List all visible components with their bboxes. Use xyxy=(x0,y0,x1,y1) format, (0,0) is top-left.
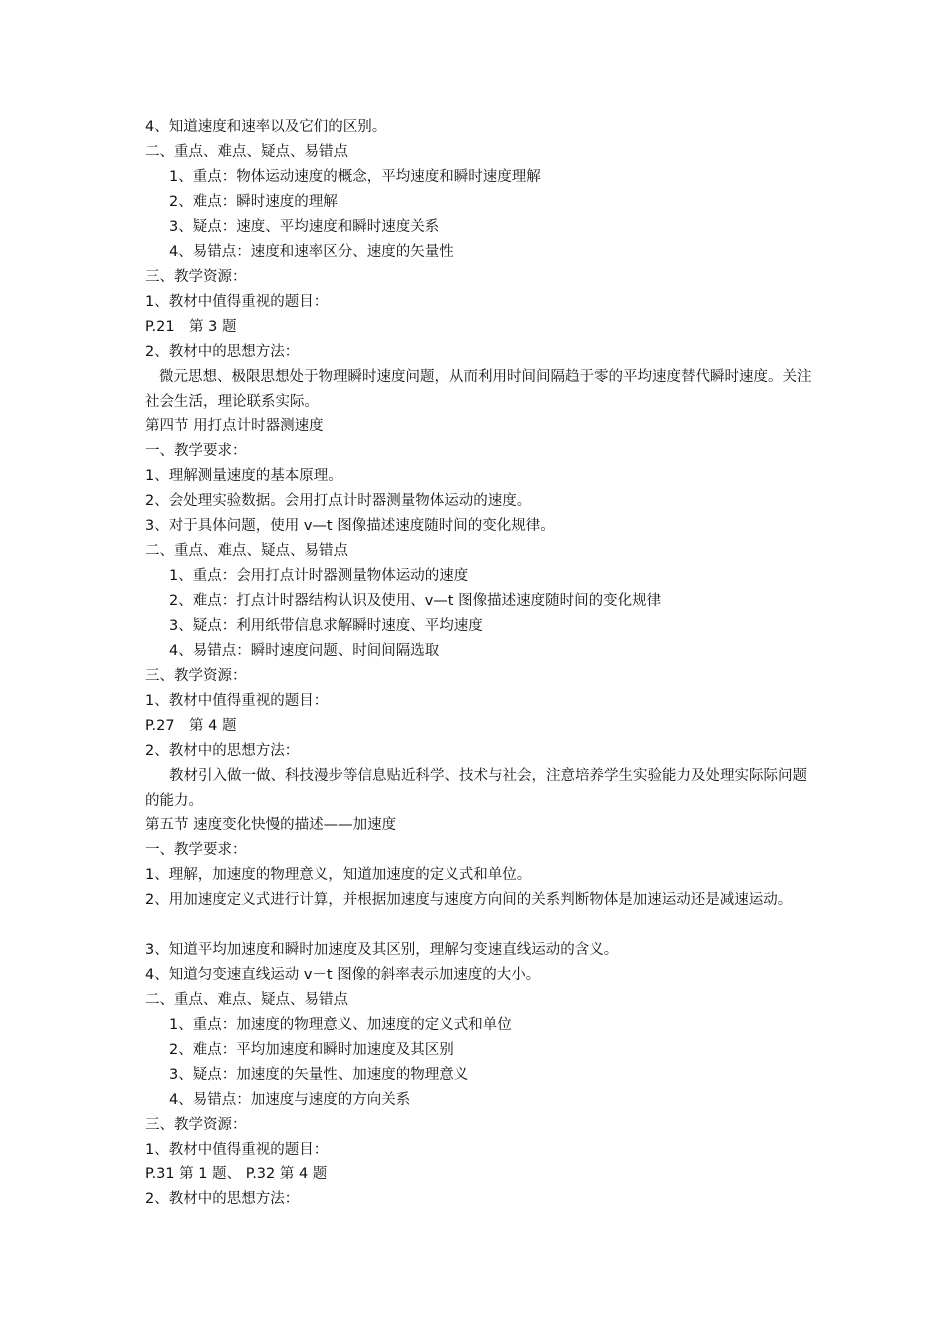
text-line: 3、疑点：速度、平均速度和瞬时速度关系 xyxy=(169,219,440,235)
section-title: 第五节 速度变化快慢的描述——加速度 xyxy=(145,817,397,833)
text-line: 2、教材中的思想方法： xyxy=(145,1191,300,1207)
section-heading: 二、重点、难点、疑点、易错点 xyxy=(145,992,348,1008)
text-line: 1、重点：加速度的物理意义、加速度的定义式和单位 xyxy=(169,1017,512,1033)
text-line: 3、对于具体问题，使用 v—t 图像描述速度随时间的变化规律。 xyxy=(145,518,555,534)
text-line: 3、疑点：加速度的矢量性、加速度的物理意义 xyxy=(169,1067,469,1083)
text-line: 4、知道速度和速率以及它们的区别。 xyxy=(145,119,387,135)
text-line: 2、难点：瞬时速度的理解 xyxy=(169,194,338,210)
section-heading: 一、教学要求： xyxy=(145,842,247,858)
text-line: 4、易错点：瞬时速度问题、时间间隔选取 xyxy=(169,643,440,659)
text-line: 2、教材中的思想方法： xyxy=(145,344,300,360)
text-line: 1、教材中值得重视的题目： xyxy=(145,693,329,709)
section-heading: 二、重点、难点、疑点、易错点 xyxy=(145,543,348,559)
text-line: 2、教材中的思想方法： xyxy=(145,743,300,759)
text-line: 4、易错点：加速度与速度的方向关系 xyxy=(169,1092,411,1108)
text-line: 2、难点：平均加速度和瞬时加速度及其区别 xyxy=(169,1042,454,1058)
text-line: 3、疑点：利用纸带信息求解瞬时速度、平均速度 xyxy=(169,618,483,634)
section-title: 第四节 用打点计时器测速度 xyxy=(145,418,324,434)
section-heading: 三、教学资源： xyxy=(145,668,247,684)
text-line: 2、会处理实验数据。会用打点计时器测量物体运动的速度。 xyxy=(145,493,532,509)
section-heading: 三、教学资源： xyxy=(145,1117,247,1133)
text-line: P.27 第 4 题 xyxy=(145,718,237,734)
section-heading: 三、教学资源： xyxy=(145,269,247,285)
text-line: 1、重点：物体运动速度的概念，平均速度和瞬时速度理解 xyxy=(169,169,541,185)
paragraph: 教材引入做一做、科技漫步等信息贴近科学、技术与社会，注意培养学生实验能力及处理实际际问题的能力。 xyxy=(145,768,807,809)
text-line: P.21 第 3 题 xyxy=(145,319,237,335)
text-line: 1、重点：会用打点计时器测量物体运动的速度 xyxy=(169,568,469,584)
text-line: 1、理解测量速度的基本原理。 xyxy=(145,468,343,484)
text-line: 2、难点：打点计时器结构认识及使用、v—t 图像描述速度随时间的变化规律 xyxy=(169,593,662,609)
text-line: 1、教材中值得重视的题目： xyxy=(145,1142,329,1158)
paragraph: 2、用加速度定义式进行计算，并根据加速度与速度方向间的关系判断物体是加速运动还是减速运动。 xyxy=(145,892,793,908)
text-line: 4、易错点：速度和速率区分、速度的矢量性 xyxy=(169,244,454,260)
text-line: 3、知道平均加速度和瞬时加速度及其区别，理解匀变速直线运动的含义。 xyxy=(145,942,619,958)
text-line: 1、教材中值得重视的题目： xyxy=(145,294,329,310)
section-heading: 一、教学要求： xyxy=(145,443,247,459)
paragraph: 微元思想、极限思想处于物理瞬时速度问题，从而利用时间间隔趋于零的平均速度替代瞬时速度。关注社会生活，理论联系实际。 xyxy=(145,369,812,410)
text-line: 4、知道匀变速直线运动 v－t 图像的斜率表示加速度的大小。 xyxy=(145,967,541,983)
text-line: P.31 第 1 题、 P.32 第 4 题 xyxy=(145,1166,328,1182)
text-line: 1、理解，加速度的物理意义，知道加速度的定义式和单位。 xyxy=(145,867,532,883)
section-heading: 二、重点、难点、疑点、易错点 xyxy=(145,144,348,160)
